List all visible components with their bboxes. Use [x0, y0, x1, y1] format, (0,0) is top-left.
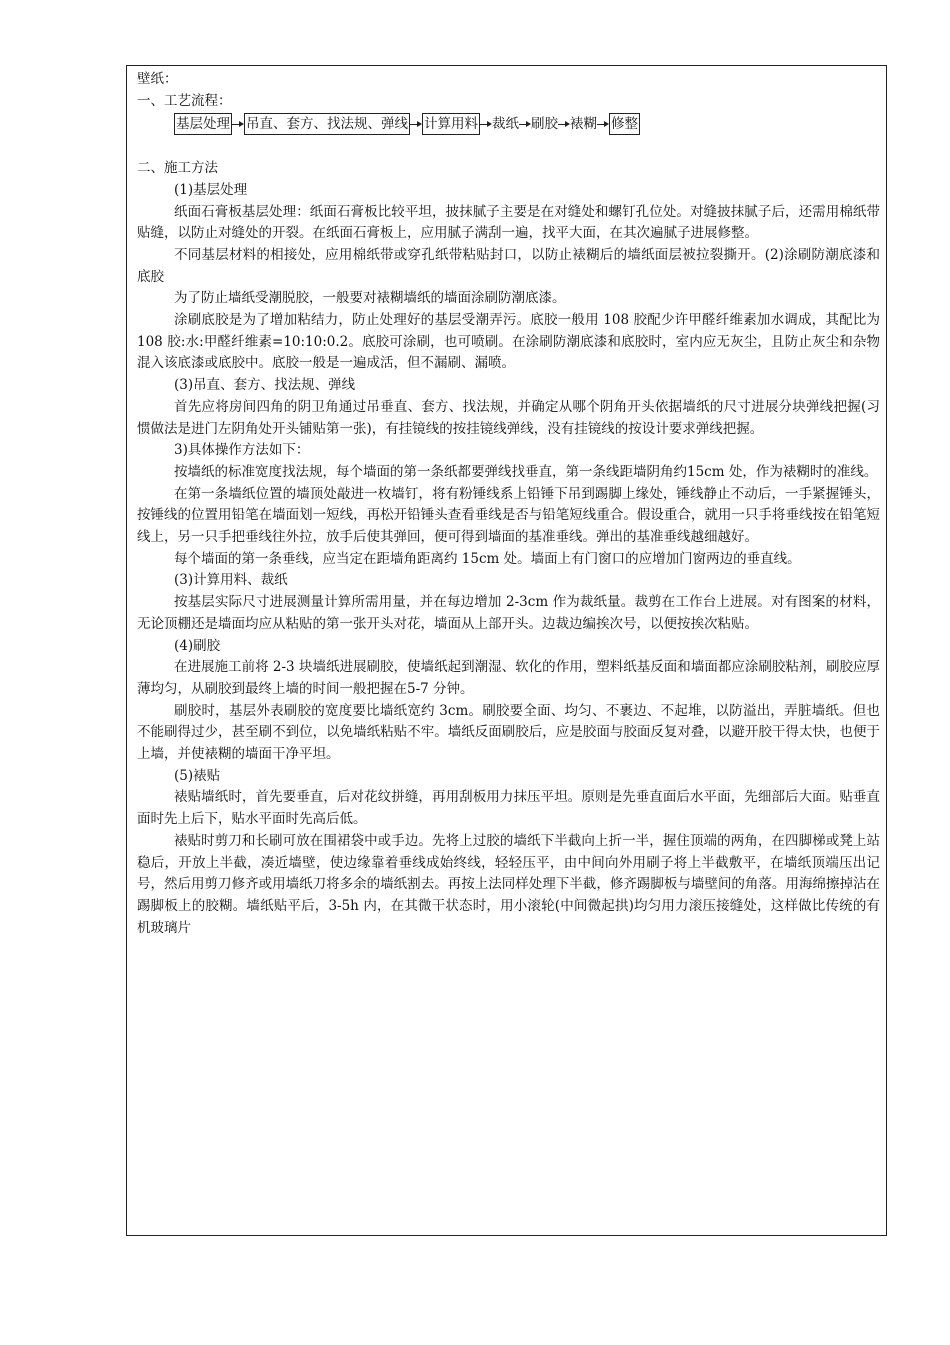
subheading-cutting: (3)计算用料、裁纸 — [174, 572, 288, 589]
section-2-heading: 二、施工方法 — [137, 160, 218, 177]
subheading-3: (3)吊直、套方、找法规、弹线 — [174, 377, 356, 394]
paragraph-gypsum: 纸面石膏板基层处理：纸面石膏板比较平坦，披抹腻子主要是在对缝处和螺钉孔位处。对缝披抹腻子后，还需用棉纸带贴缝，以防止对缝处的开裂。在纸面石膏板上，应用腻子满刮一遍，找平大面，在其次遍腻子进展修整。 — [137, 203, 880, 242]
spacer — [137, 136, 880, 158]
paragraph-paste-1: 裱贴墙纸时，首先要垂直，后对花纹拼缝，再用刮板用力抹压平坦。原则是先垂直面后水平面，先细部后大面。贴垂直面时先上后下，贴水平面时先高后低。 — [137, 789, 880, 828]
doc-title: 壁纸： — [137, 71, 178, 87]
document-frame — [126, 65, 887, 1236]
arrow-right-icon — [597, 114, 609, 134]
subheading-method: 3)具体操作方法如下： — [174, 442, 310, 459]
flow-step-4: 裁纸 — [492, 115, 519, 132]
arrow-right-icon — [558, 114, 570, 134]
subheading-glue: (4)刷胶 — [174, 637, 221, 654]
flow-step-3: 计算用料 — [422, 113, 480, 135]
paragraph-vertical: 每个墙面的第一条垂线，应当定在距墙角距离约 15cm 处。墙面上有门窗口的应增加门窗两边的垂直线。 — [174, 550, 801, 567]
flow-step-6: 裱糊 — [570, 115, 597, 132]
document-body — [137, 69, 880, 939]
arrow-right-icon — [480, 114, 492, 134]
flow-step-7: 修整 — [609, 113, 640, 135]
section-1-heading: 一、工艺流程： — [137, 92, 232, 109]
paragraph-joints: 不同基层材料的相接处，应用棉纸带或穿孔纸带粘贴封口，以防止裱糊后的墙纸面层被拉裂撕开。(2)涂刷防潮底漆和底胶 — [137, 246, 880, 285]
flow-step-5: 刷胶 — [531, 115, 558, 132]
paragraph-first-line: 按墙纸的标准宽度找法规，每个墙面的第一条纸都要弹线找垂直，第一条线距墙阴角约15cm 处，作为裱糊时的准线。 — [174, 463, 878, 480]
paragraph-paste-2: 裱贴时剪刀和长刷可放在围裙袋中或手边。先将上过胶的墙纸下半截向上折一半，握住顶端的两角，在四脚梯或凳上站稳后，开放上半截，凑近墙壁，使边缘靠着垂线成始终线，轻轻压平，由中间向外用刷子将上半截敷平，在墙纸顶端压出记号，然后用剪刀修齐或用墙纸刀将多余的墙纸割去。再按上法同样处理下半截，修齐踢脚板与墙壁间的角落。用海绵擦掉沾在踢脚板上的胶糊。墙纸贴平后，3-5h 内，在其微干状态时，用小滚轮(中间微起拱)均匀用力滚压接缝处，这样做比传统的有机玻璃片 — [137, 832, 880, 936]
paragraph-plumb: 在第一条墙纸位置的墙顶处敲进一枚墙钉，将有粉锤线系上铅锤下吊到踢脚上缘处，锤线静止不动后，一手紧握锤头，按锤线的位置用铅笔在墙面划一短线，再松开铅锤头查看垂线是否与铅笔短线重合。假设重合，就用一只手将垂线按在铅笔短线上，另一只手把垂线往外拉，放手后使其弹回，便可得到墙面的基准垂线。弹出的基准垂线越细越好。 — [137, 485, 880, 546]
paragraph-primer: 涂刷底胶是为了增加粘结力，防止处理好的基层受潮弄污。底胶一般用 108 胶配少许甲醛纤维素加水调成，其配比为 108 胶:水:甲醛纤维素=10:10:0.2。底胶可涂刷，也可喷刷。在涂刷防潮底漆和底胶时，室内应无灰尘，且防止灰尘和杂物混入该底漆或底胶中。底胶一般是一遍成活，但不漏刷、漏喷。 — [137, 312, 880, 372]
subheading-1: (1)基层处理 — [174, 181, 248, 198]
paragraph-moisture: 为了防止墙纸受潮脱胶，一般要对裱糊墙纸的墙面涂刷防潮底漆。 — [174, 290, 566, 307]
arrow-right-icon — [232, 114, 244, 134]
paragraph-glue-2: 刷胶时，基层外表刷胶的宽度要比墙纸宽约 3cm。刷胶要全面、均匀、不裹边、不起堆，以防溢出，弄脏墙纸。但也不能刷得过少，甚至刷不到位，以免墙纸粘贴不牢。墙纸反面刷胶后，应是胶面与胶面反复对叠，以避开胶干得太快，也便于上墙，并使裱糊的墙面干净平坦。 — [137, 702, 880, 763]
subheading-paste: (5)裱贴 — [174, 767, 221, 784]
paragraph-cutting: 按基层实际尺寸进展测量计算所需用量，并在每边增加 2-3cm 作为裁纸量。裁剪在工作台上进展。对有图案的材料，无论顶棚还是墙面均应从粘贴的第一张开头对花，墙面从上部开头。边裁边编挨次号，以便按挨次粘贴。 — [137, 594, 880, 632]
paragraph-layout: 首先应将房间四角的阴卫角通过吊垂直、套方、找法规，并确定从哪个阴角开头依据墙纸的尺寸进展分块弹线把握(习惯做法是进门左阴角处开头铺贴第一张)，有挂镜线的按挂镜线弹线，没有挂镜线的按设计要求弹线把握。 — [137, 398, 880, 437]
arrow-right-icon — [519, 114, 531, 134]
flow-step-1: 基层处理 — [174, 113, 232, 135]
flow-step-2: 吊直、套方、找法规、弹线 — [244, 113, 410, 135]
arrow-right-icon — [410, 114, 422, 134]
paragraph-glue-1: 在进展施工前将 2-3 块墙纸进展刷胶，使墙纸起到潮湿、软化的作用，塑料纸基反面和墙面都应涂刷胶粘剂，刷胶应厚薄均匀，从刷胶到最终上墙的时间一般把握在5-7 分钟。 — [137, 659, 880, 697]
process-flow — [174, 112, 880, 136]
